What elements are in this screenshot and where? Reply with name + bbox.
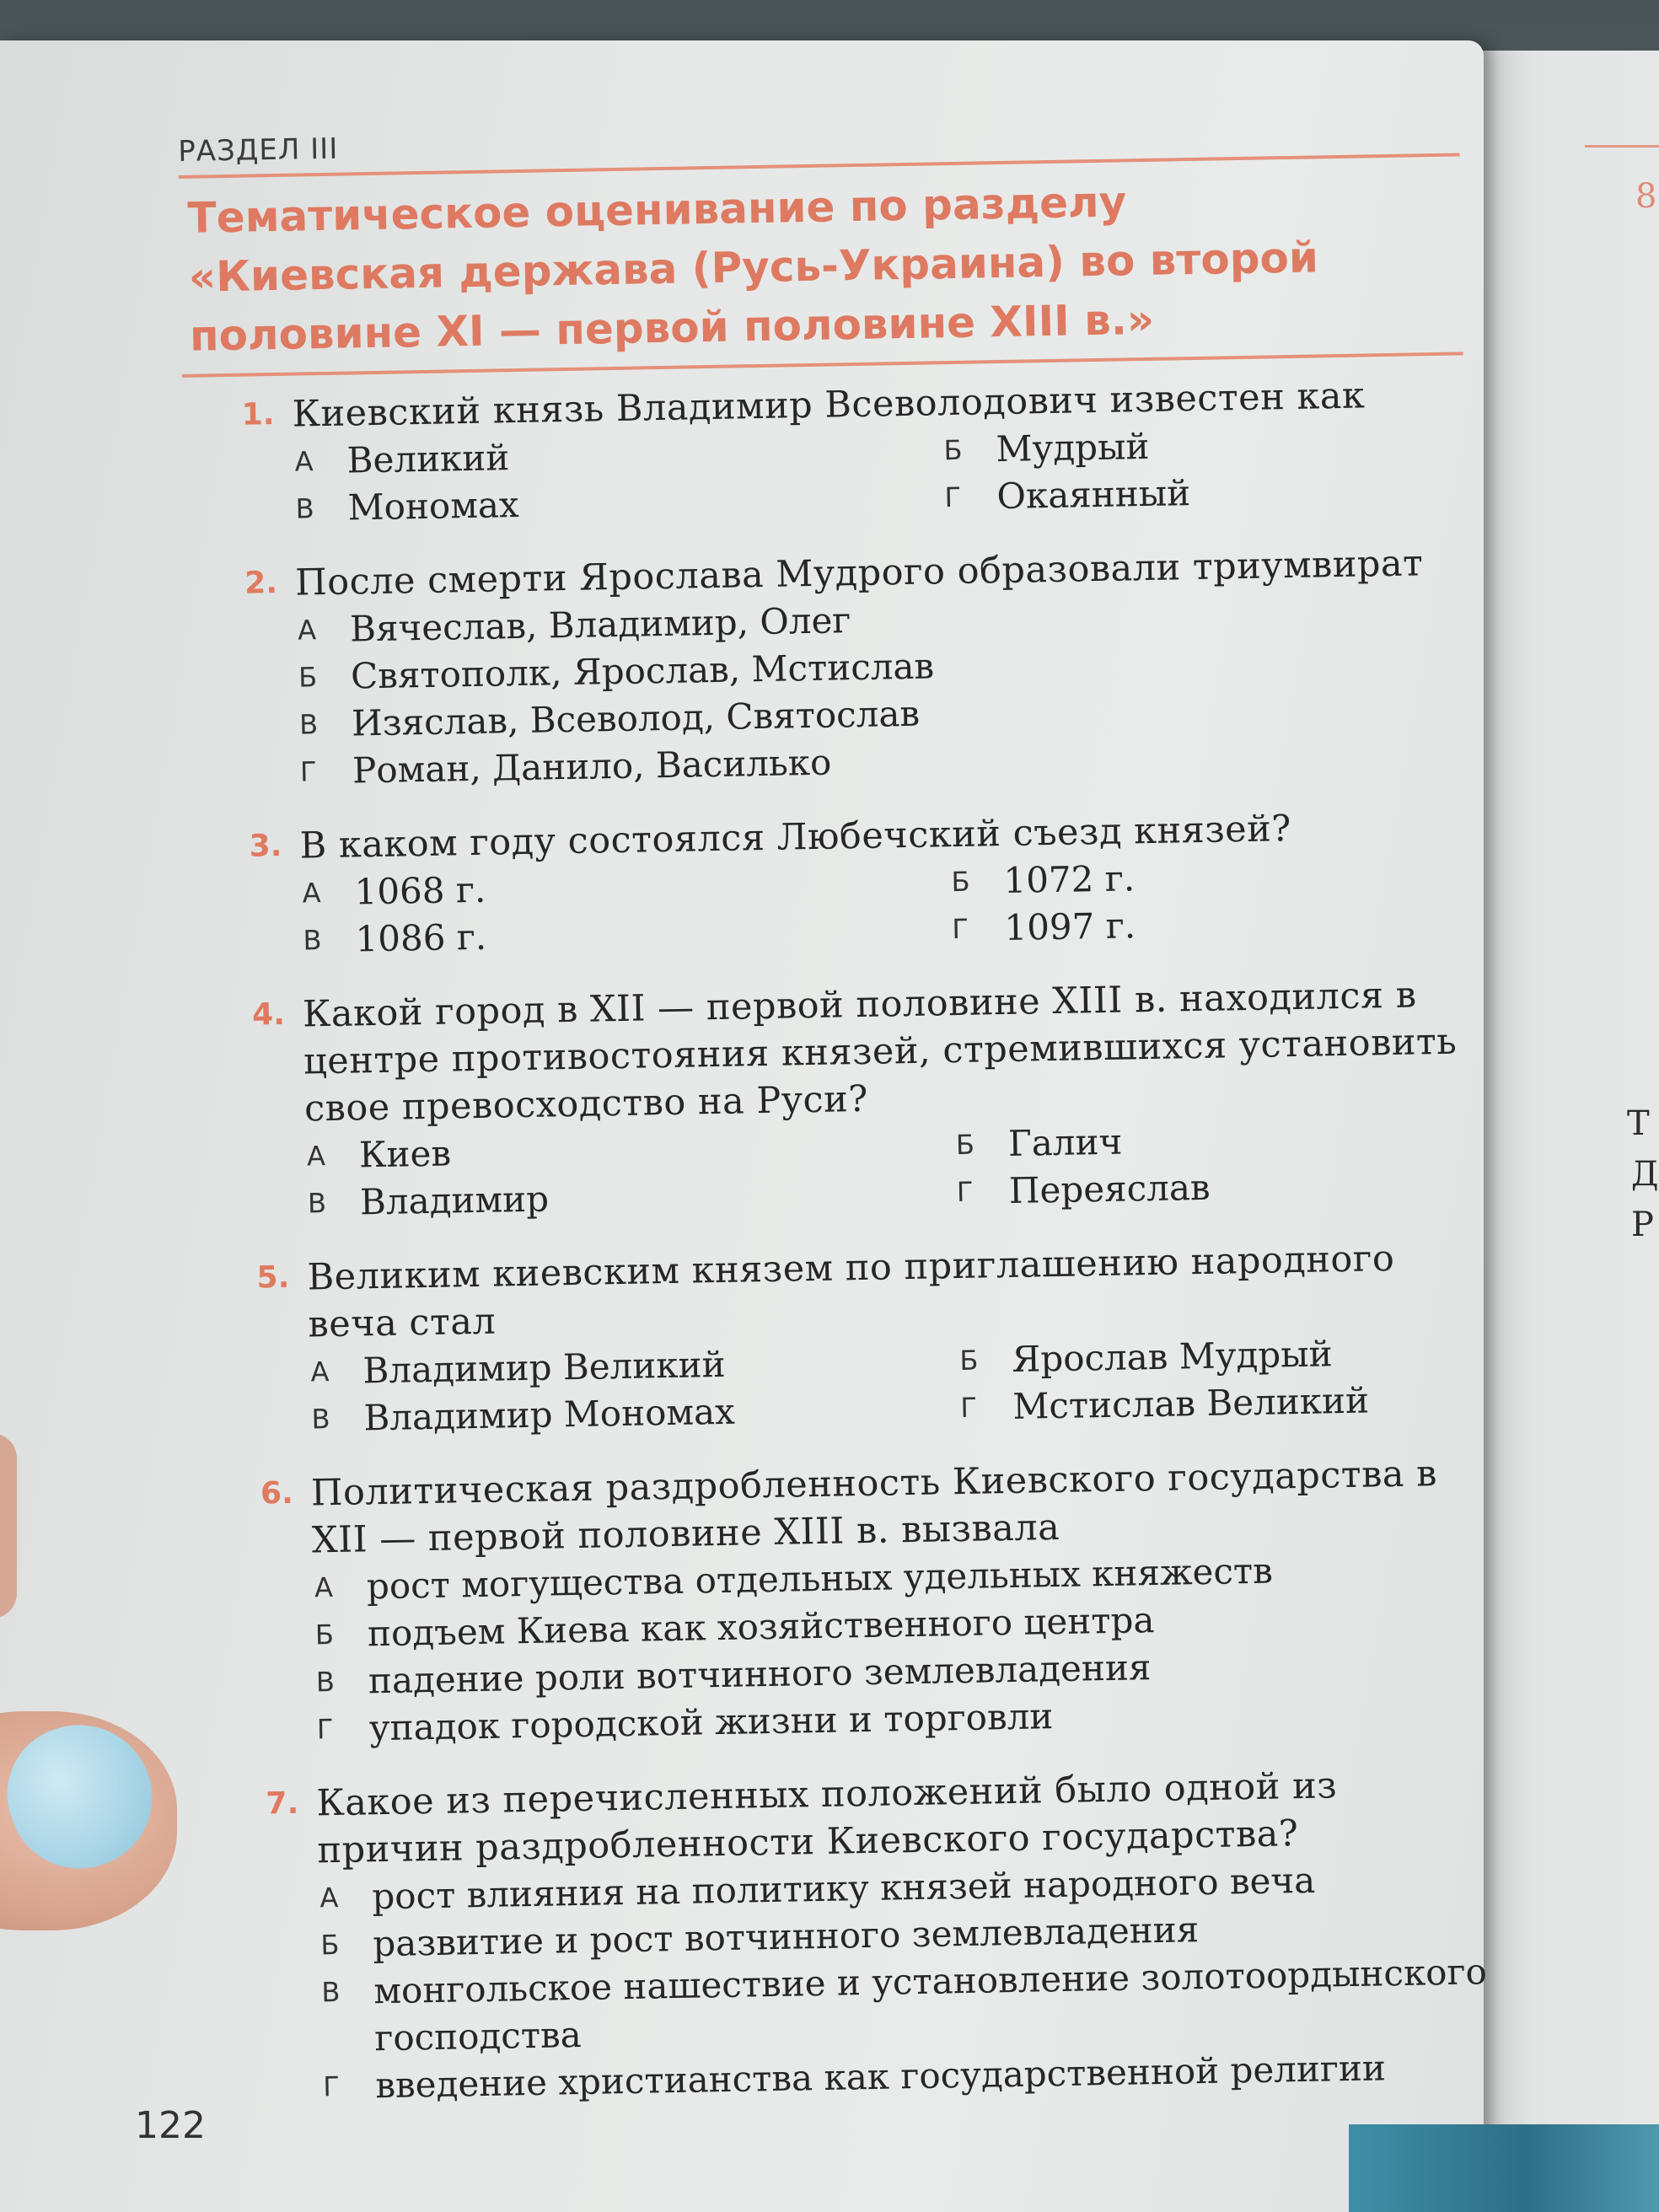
- answer-option: [956, 1159, 1496, 1216]
- question-2: [185, 539, 1471, 797]
- option-text: рост могущества отдельных удельных княжеств: [366, 1549, 1274, 1608]
- page-number: 122: [135, 2104, 206, 2147]
- question-text: Великим киевским князем по приглашению народного веча стал: [307, 1238, 1395, 1346]
- question-number: 4.: [251, 996, 286, 1033]
- answer-options: [314, 1544, 1488, 1753]
- option-text: Изяслав, Всеволод, Святослав: [351, 692, 921, 744]
- option-text: Переяслав: [1008, 1166, 1211, 1211]
- option-text: Мстислав Великий: [1012, 1379, 1370, 1427]
- page-title: Тематическое оценивание по разделу «Киевская держава (Русь-Украина) во второй половине XI — первой половине XIII в.»: [187, 177, 1319, 361]
- option-letter: Г: [316, 1713, 334, 1746]
- adjacent-page-rule: [1585, 145, 1659, 148]
- option-text: Киев: [358, 1132, 452, 1176]
- question-text: Киевский князь Владимир Всеволодович известен как: [292, 374, 1366, 436]
- question-number: 5.: [256, 1259, 290, 1296]
- option-letter: А: [297, 614, 317, 647]
- question-7: [207, 1759, 1494, 2112]
- answer-options: [307, 1112, 1479, 1227]
- answer-options: [302, 849, 1474, 964]
- question-4: [193, 970, 1479, 1228]
- question-text: Какое из перечисленных положений было одной из причин раздробленности Киевского государства?: [316, 1764, 1338, 1872]
- question-1: [182, 370, 1466, 534]
- adjacent-page-fragment: Д: [1631, 1155, 1659, 1194]
- question-text: Какой город в XII — первой половине XIII в. находился в центре противостояния князей, стремившихся установить свое превосходство на Руси?: [302, 974, 1458, 1130]
- option-letter: Г: [299, 755, 317, 788]
- option-letter: А: [314, 1571, 334, 1604]
- question-number: 3.: [249, 828, 282, 864]
- option-text: Мономах: [347, 483, 520, 529]
- adjacent-page-fragment: Р: [1631, 1205, 1654, 1244]
- option-text: 1068 г.: [354, 868, 486, 913]
- answer-option: [295, 474, 945, 532]
- question-text: После смерти Ярослава Мудрого образовали триумвират: [294, 542, 1424, 604]
- question-text: В каком году состоялся Любечский съезд князей?: [299, 808, 1292, 867]
- option-text: Галич: [1007, 1120, 1123, 1164]
- option-letter: Г: [952, 912, 969, 946]
- option-letter: Б: [951, 865, 970, 899]
- answer-option: [944, 464, 1485, 521]
- adjacent-page-fragment: 8: [1635, 177, 1657, 216]
- book-page: [0, 40, 1488, 2212]
- option-letter: А: [319, 1881, 339, 1914]
- option-letter: Б: [959, 1344, 979, 1377]
- option-letter: Б: [314, 1619, 335, 1651]
- option-letter: В: [307, 1187, 327, 1220]
- option-text: подъем Киева как хозяйственного центра: [367, 1599, 1155, 1655]
- option-text: Ярослав Мудрый: [1011, 1333, 1333, 1380]
- option-text: Роман, Данило, Василько: [352, 741, 832, 792]
- answer-option: [960, 1375, 1501, 1431]
- option-letter: А: [306, 1140, 326, 1173]
- finger: [0, 1433, 17, 1619]
- option-letter: Г: [956, 1175, 974, 1209]
- page-content: [177, 68, 1494, 2139]
- question-list: [182, 370, 1493, 2112]
- option-text: Мудрый: [996, 425, 1150, 470]
- answer-option: [308, 1168, 958, 1227]
- option-text: упадок городской жизни и торговли: [368, 1695, 1054, 1749]
- option-text: введение христианства как государственной религии: [374, 2047, 1387, 2107]
- option-letter: Б: [298, 661, 318, 694]
- option-text: Владимир Мономах: [363, 1390, 736, 1439]
- option-text: монгольское нашествие и установление золотоордынского господства: [373, 1951, 1488, 2059]
- option-text: Вячеслав, Владимир, Олег: [349, 599, 851, 650]
- option-letter: А: [310, 1356, 330, 1388]
- option-letter: Г: [323, 2070, 341, 2103]
- option-letter: В: [311, 1403, 330, 1436]
- option-letter: Г: [944, 481, 962, 514]
- answer-option: [303, 905, 953, 964]
- option-letter: Б: [955, 1128, 975, 1162]
- adjacent-page-fragment: Т: [1627, 1104, 1650, 1143]
- option-letter: В: [321, 1975, 341, 2009]
- option-text: рост влияния на политику князей народного веча: [371, 1859, 1316, 1918]
- question-6: [201, 1449, 1488, 1754]
- option-text: 1097 г.: [1004, 905, 1136, 949]
- option-text: Владимир: [359, 1178, 550, 1223]
- question-3: [190, 802, 1474, 966]
- background-fabric: [1349, 2124, 1659, 2212]
- option-text: Окаянный: [996, 472, 1191, 518]
- answer-options: [319, 1854, 1494, 2110]
- adjacent-page: [1467, 51, 1659, 2141]
- answer-options: [298, 586, 1471, 795]
- question-number: 7.: [266, 1785, 299, 1822]
- option-text: 1086 г.: [355, 915, 487, 960]
- option-letter: В: [295, 492, 314, 525]
- option-letter: В: [298, 708, 319, 741]
- option-letter: А: [302, 877, 321, 910]
- option-letter: Г: [960, 1391, 978, 1425]
- option-letter: В: [315, 1666, 336, 1699]
- option-letter: В: [303, 924, 322, 957]
- answer-options: [294, 417, 1466, 532]
- option-text: Великий: [346, 437, 510, 481]
- option-text: 1072 г.: [1003, 857, 1136, 902]
- question-number: 1.: [241, 397, 275, 432]
- question-number: 2.: [244, 566, 278, 601]
- answer-option: [952, 896, 1492, 953]
- answer-options: [310, 1328, 1482, 1442]
- option-letter: Б: [320, 1928, 340, 1962]
- question-5: [197, 1233, 1482, 1444]
- option-letter: Б: [943, 433, 963, 467]
- section-label: РАЗДЕЛ III: [177, 132, 339, 169]
- option-text: Святополк, Ярослав, Мстислав: [350, 645, 935, 697]
- option-text: падение роли вотчинного землевладения: [368, 1646, 1152, 1702]
- option-text: развитие и рост вотчинного землевладения: [372, 1909, 1200, 1965]
- option-letter: А: [294, 445, 314, 478]
- question-text: Политическая раздробленность Киевского государства в XII — первой половине XIII в. вызвала: [310, 1452, 1438, 1562]
- option-text: Владимир Великий: [362, 1343, 726, 1392]
- question-number: 6.: [260, 1475, 294, 1511]
